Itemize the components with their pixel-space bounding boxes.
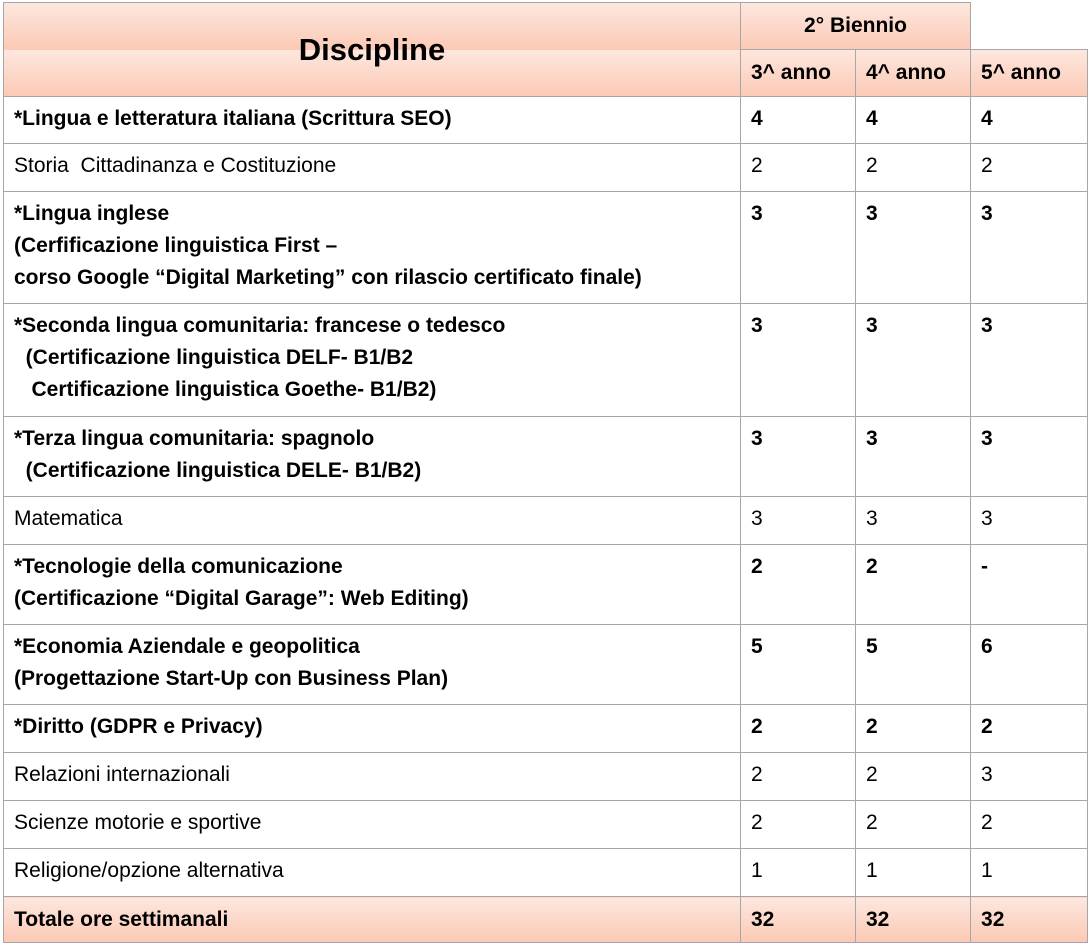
total-hours-cell: 32	[856, 897, 971, 943]
hours-cell: -	[971, 545, 1088, 625]
hours-cell: 3	[741, 497, 856, 545]
table-row	[4, 705, 1088, 753]
discipline-text: *Lingua e letteratura italiana (Scrittura SEO)	[14, 107, 452, 130]
hours-cell: 3	[741, 192, 856, 304]
hours-cell: 2	[741, 801, 856, 849]
discipline-cell	[4, 801, 741, 849]
table-row	[4, 97, 1088, 144]
discipline-cell	[4, 849, 741, 897]
biennio-header: 2° Biennio	[741, 3, 971, 50]
hours-cell: 3	[971, 304, 1088, 417]
hours-cell: 3	[856, 304, 971, 417]
discipline-text: (Certificazione linguistica DELE- B1/B2)	[14, 459, 422, 482]
hours-cell: 2	[971, 144, 1088, 192]
hours-cell: 4	[971, 97, 1088, 144]
discipline-text: *Terza lingua comunitaria: spagnolo	[14, 427, 375, 450]
year-header-4: 4^ anno	[856, 50, 971, 97]
table-row	[4, 417, 1088, 497]
year-header-5: 5^ anno	[971, 50, 1088, 97]
discipline-text: (Certificazione linguistica DELF- B1/B2	[14, 346, 414, 369]
hours-cell: 4	[856, 97, 971, 144]
table-row	[4, 192, 1088, 304]
discipline-text: Certificazione linguistica Goethe- B1/B2)	[14, 378, 437, 401]
discipline-text: corso Google “Digital Marketing” con rilascio certificato finale)	[14, 266, 642, 289]
hours-cell: 1	[856, 849, 971, 897]
discipline-text: *Seconda lingua comunitaria: francese o tedesco	[14, 314, 506, 337]
header-blank-cell	[971, 3, 1088, 50]
discipline-cell	[4, 417, 741, 497]
discipline-cell	[4, 545, 741, 625]
hours-cell: 3	[856, 192, 971, 304]
discipline-cell	[4, 97, 741, 144]
hours-cell: 1	[741, 849, 856, 897]
discipline-text: Storia Cittadinanza e Costituzione	[14, 154, 337, 177]
total-label: Totale ore settimanali	[4, 897, 741, 943]
discipline-text: (Progettazione Start-Up con Business Plan)	[14, 667, 449, 690]
hours-cell: 4	[741, 97, 856, 144]
table-row	[4, 497, 1088, 545]
discipline-text: *Tecnologie della comunicazione	[14, 555, 343, 578]
hours-cell: 3	[971, 192, 1088, 304]
hours-cell: 3	[856, 417, 971, 497]
total-hours-cell: 32	[741, 897, 856, 943]
total-hours-cell: 32	[971, 897, 1088, 943]
hours-cell: 2	[856, 545, 971, 625]
discipline-text: (Cerfificazione linguistica First –	[14, 234, 338, 257]
discipline-text: (Certificazione “Digital Garage”: Web Editing)	[14, 587, 469, 610]
table-row	[4, 801, 1088, 849]
hours-cell: 2	[856, 753, 971, 801]
discipline-text: Matematica	[14, 507, 123, 530]
discipline-cell	[4, 304, 741, 417]
hours-cell: 5	[856, 625, 971, 705]
discipline-text: *Diritto (GDPR e Privacy)	[14, 715, 263, 738]
hours-cell: 2	[971, 801, 1088, 849]
hours-cell: 1	[971, 849, 1088, 897]
hours-cell: 2	[856, 705, 971, 753]
hours-cell: 3	[741, 304, 856, 417]
hours-cell: 2	[741, 753, 856, 801]
discipline-cell	[4, 192, 741, 304]
discipline-cell	[4, 497, 741, 545]
discipline-cell	[4, 625, 741, 705]
discipline-cell	[4, 753, 741, 801]
hours-cell: 2	[741, 144, 856, 192]
table-row	[4, 545, 1088, 625]
table-row	[4, 753, 1088, 801]
hours-cell: 2	[971, 705, 1088, 753]
table-row	[4, 304, 1088, 417]
hours-cell: 2	[741, 545, 856, 625]
header-row-top	[4, 3, 1088, 50]
table-row	[4, 144, 1088, 192]
hours-cell: 6	[971, 625, 1088, 705]
hours-cell: 3	[971, 497, 1088, 545]
table-row	[4, 849, 1088, 897]
hours-cell: 2	[856, 801, 971, 849]
hours-cell: 3	[971, 417, 1088, 497]
curriculum-table	[3, 2, 1088, 943]
hours-cell: 5	[741, 625, 856, 705]
total-row	[4, 897, 1088, 943]
discipline-text: Scienze motorie e sportive	[14, 811, 262, 834]
hours-cell: 3	[971, 753, 1088, 801]
discipline-text: *Lingua inglese	[14, 202, 170, 225]
hours-cell: 3	[741, 417, 856, 497]
discipline-text: *Economia Aziendale e geopolitica	[14, 635, 360, 658]
hours-cell: 2	[856, 144, 971, 192]
discipline-cell	[4, 144, 741, 192]
hours-cell: 3	[856, 497, 971, 545]
discipline-header: Discipline	[4, 3, 741, 97]
discipline-cell	[4, 705, 741, 753]
discipline-text: Relazioni internazionali	[14, 763, 230, 786]
hours-cell: 2	[741, 705, 856, 753]
table-row	[4, 625, 1088, 705]
year-header-3: 3^ anno	[741, 50, 856, 97]
discipline-text: Religione/opzione alternativa	[14, 859, 284, 882]
